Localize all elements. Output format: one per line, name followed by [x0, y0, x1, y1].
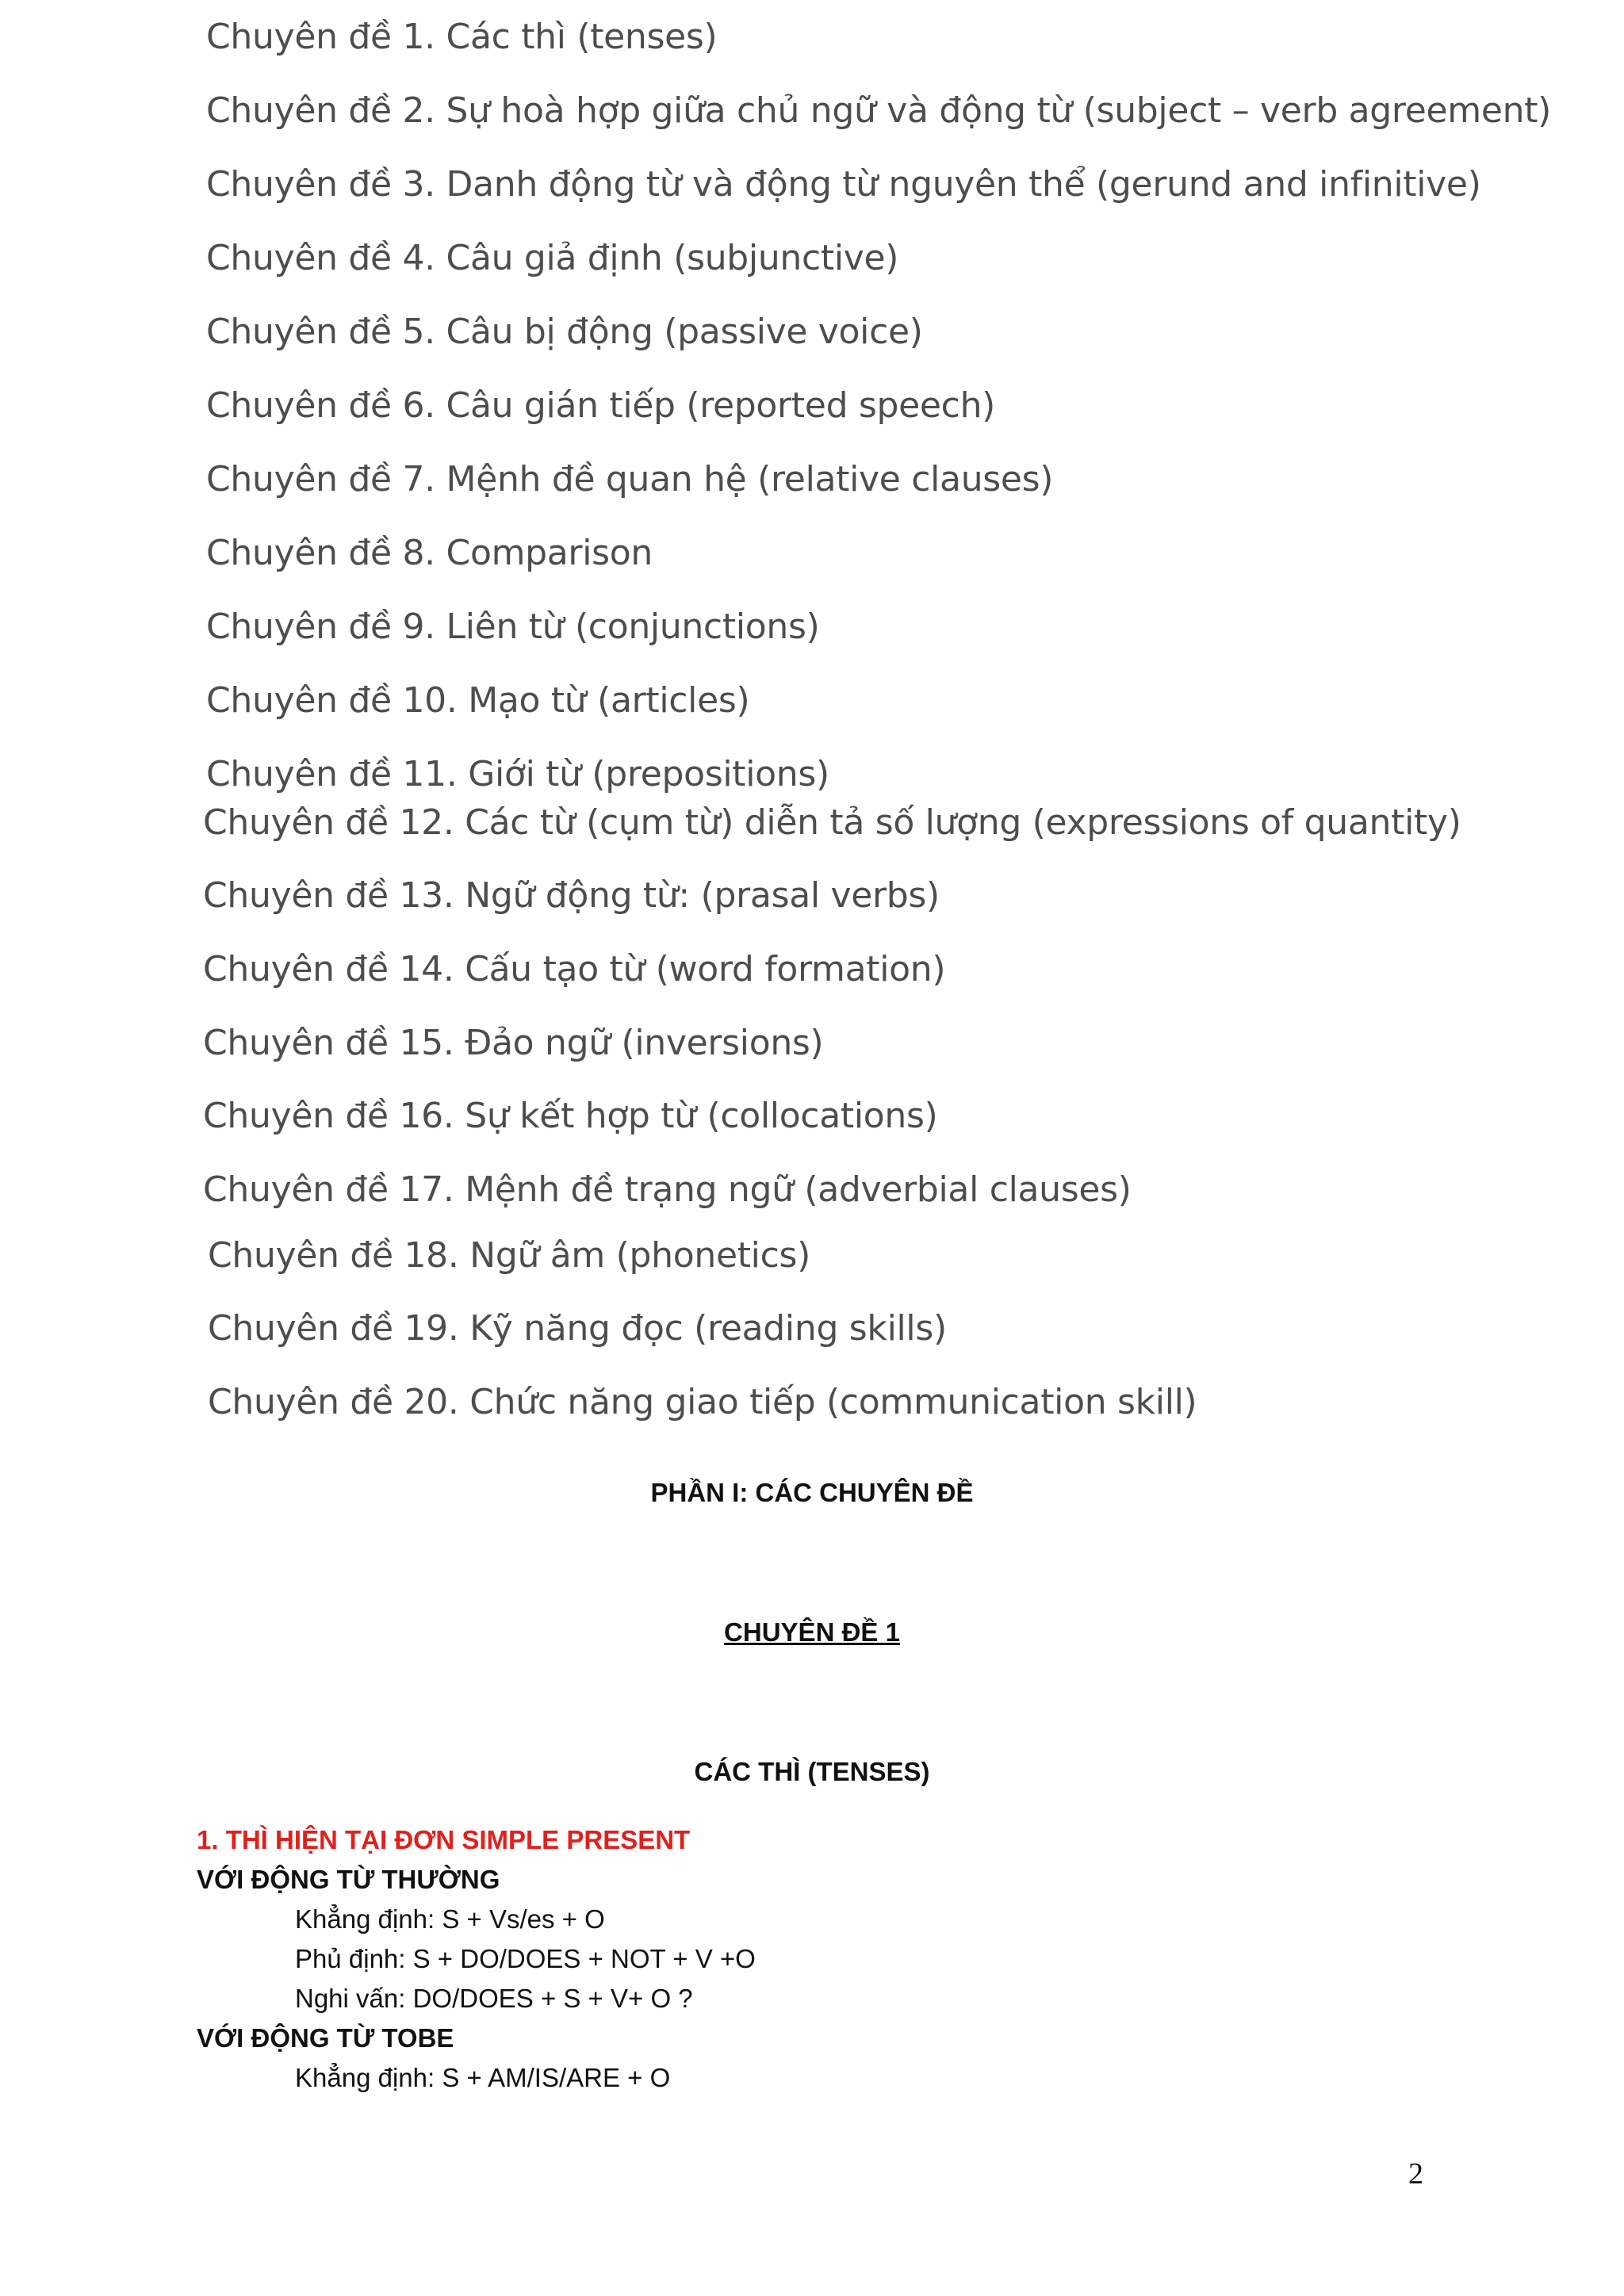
regular-verb-heading: VỚI ĐỘNG TỪ THƯỜNG [197, 1865, 500, 1894]
topic-item: Chuyên đề 4. Câu giả định (subjunctive) [206, 238, 899, 278]
topic-item: Chuyên đề 5. Câu bị động (passive voice) [206, 312, 923, 352]
section-heading: 1. THÌ HIỆN TẠI ĐƠN SIMPLE PRESENT [197, 1825, 691, 1854]
topic-item: Chuyên đề 14. Cấu tạo từ (word formation) [203, 949, 946, 989]
topic-item: Chuyên đề 20. Chức năng giao tiếp (communication skill) [208, 1382, 1197, 1422]
topic-item: Chuyên đề 8. Comparison [206, 533, 653, 573]
topic-item: Chuyên đề 2. Sự hoà hợp giữa chủ ngữ và động từ (subject – verb agreement) [206, 90, 1552, 131]
topic-item: Chuyên đề 18. Ngữ âm (phonetics) [208, 1235, 810, 1276]
chapter-subtitle: CÁC THÌ (TENSES) [694, 1757, 930, 1786]
topic-item: Chuyên đề 17. Mệnh đề trạng ngữ (adverbial clauses) [203, 1169, 1132, 1210]
topic-item: Chuyên đề 13. Ngữ động từ: (prasal verbs) [203, 875, 940, 916]
chapter-title: CHUYÊN ĐỀ 1 [724, 1617, 900, 1647]
part-title: PHẦN I: CÁC CHUYÊN ĐỀ [650, 1478, 974, 1507]
formula-line: Khẳng định: S + Vs/es + O [295, 1904, 605, 1934]
formula-line: Phủ định: S + DO/DOES + NOT + V +O [295, 1944, 756, 1973]
topic-item: Chuyên đề 19. Kỹ năng đọc (reading skills) [208, 1308, 947, 1349]
topic-item: Chuyên đề 16. Sự kết hợp từ (collocations) [203, 1096, 938, 1136]
topic-item: Chuyên đề 3. Danh động từ và động từ nguyên thể (gerund and infinitive) [206, 164, 1481, 205]
topic-item: Chuyên đề 6. Câu gián tiếp (reported speech) [206, 385, 996, 426]
tobe-heading: VỚI ĐỘNG TỪ TOBE [197, 2023, 454, 2053]
page-number: 2 [1408, 2157, 1423, 2191]
topic-item: Chuyên đề 9. Liên từ (conjunctions) [206, 607, 820, 647]
formula-line: Nghi vấn: DO/DOES + S + V+ O ? [295, 1984, 693, 2013]
topic-item: Chuyên đề 15. Đảo ngữ (inversions) [203, 1023, 824, 1063]
topic-item: Chuyên đề 1. Các thì (tenses) [206, 17, 718, 57]
section-content [197, 1820, 1434, 2098]
topic-item: Chuyên đề 11. Giới từ (prepositions) [206, 754, 829, 794]
topic-item: Chuyên đề 7. Mệnh đề quan hệ (relative clauses) [206, 459, 1054, 499]
topic-item: Chuyên đề 12. Các từ (cụm từ) diễn tả số lượng (expressions of quantity) [203, 802, 1461, 843]
formula-line: Khẳng định: S + AM/IS/ARE + O [295, 2063, 671, 2092]
topic-item: Chuyên đề 10. Mạo từ (articles) [206, 680, 750, 721]
